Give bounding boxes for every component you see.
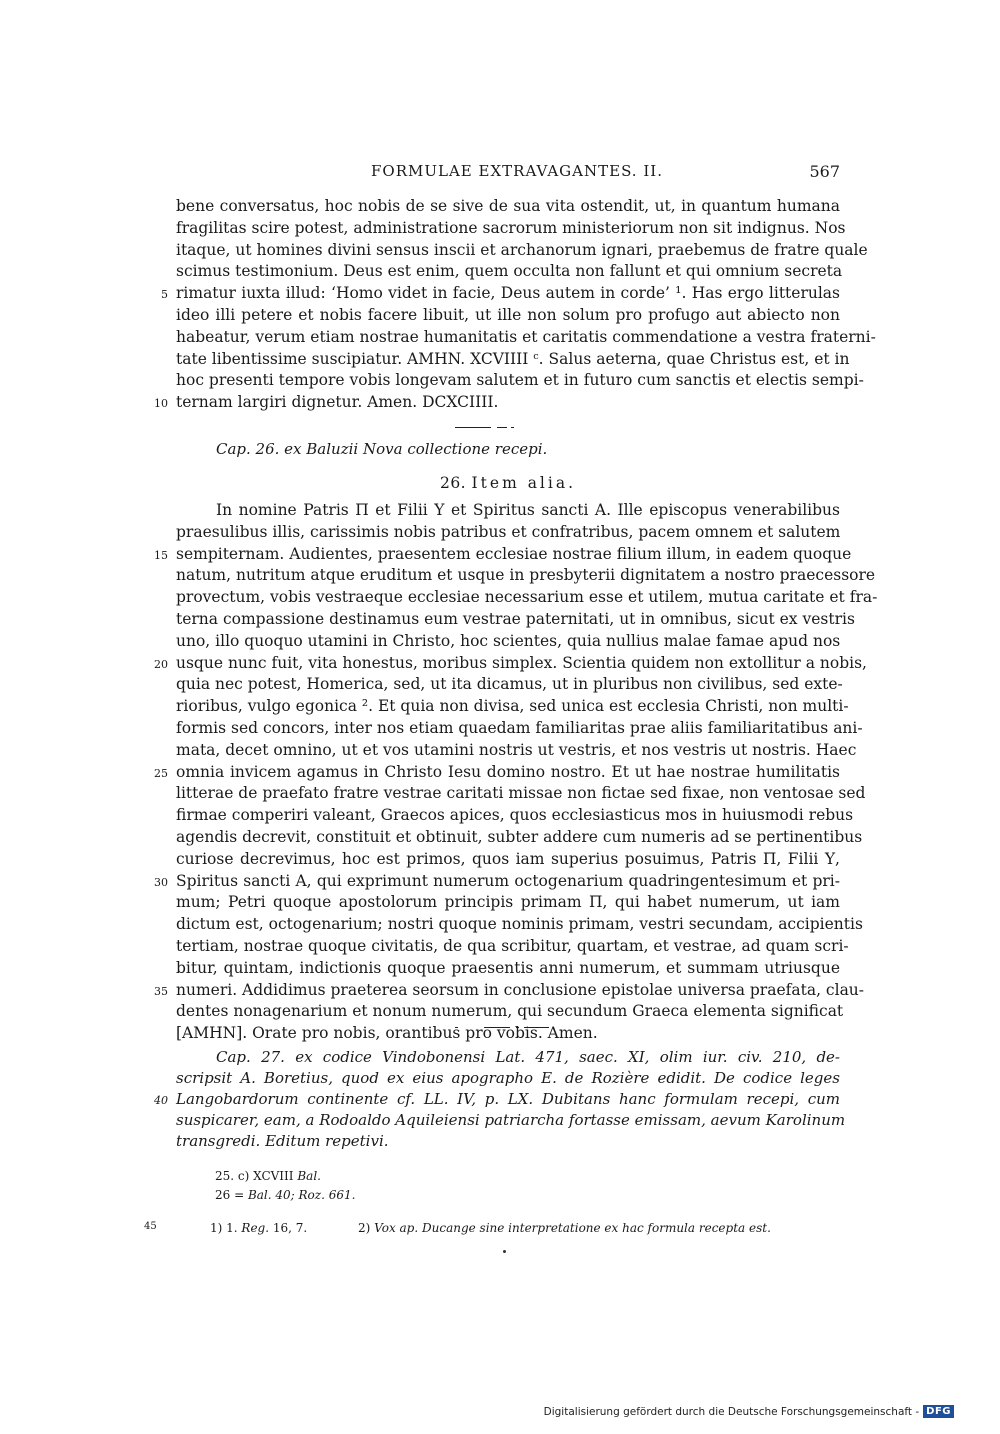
text-line: [154, 1089, 840, 1110]
line-number: 45: [144, 1221, 157, 1232]
text-line-content: ideo illi petere et nobis facere libuit, ut ille non solum pro profugo aut abiecto non: [176, 305, 840, 324]
text-line-content: hoc presenti tempore vobis longevam salutem et in futuro cum sanctis et electis sempi-: [176, 371, 864, 390]
text-line: [176, 805, 854, 827]
text-line-content: Cap. 27. ex codice Vindobonensi Lat. 471, saec. XI, olim iur. civ. 210, de-: [216, 1048, 840, 1066]
section-divider: [524, 1027, 549, 1028]
text-line-content: fragilitas scire potest, administratione sacrorum ministeriorum non sit indignus. Nos: [176, 218, 846, 237]
text-line-content: uno, illo quoquo utamini in Christo, hoc scientes, quia nullius malae famae apud nos: [176, 631, 841, 650]
text-line: [176, 218, 846, 240]
text-line: [154, 871, 840, 893]
text-line: [176, 609, 855, 631]
text-line: [176, 740, 857, 762]
section-divider: [516, 1027, 519, 1028]
text-line: [176, 240, 868, 262]
text-line: [154, 392, 840, 414]
text-line: [176, 849, 840, 871]
variant-note-26: 26 = Bal. 40; Roz. 661.: [215, 1188, 356, 1202]
text-line-content: natum, nutritum atque eruditum et usque in presbyterii dignitatem a nostro praecessore: [176, 566, 876, 585]
text-line: [176, 958, 840, 980]
line-number: 30: [154, 875, 168, 889]
text-line-content: bene conversatus, hoc nobis de se sive de sua vita ostendit, ut, in quantum humana: [176, 197, 840, 215]
section-divider: [511, 427, 514, 428]
text-line: [176, 1068, 840, 1089]
formula-heading: [176, 474, 840, 492]
text-line-content: tate libentissime suscipiatur. AMHN. XCVIIII ᶜ. Salus aeterna, quae Christus est, et in: [176, 349, 850, 368]
text-line-content: curiose decrevimus, hoc est primos, quos iam superius posuimus, Patris Π, Filii Υ,: [176, 849, 840, 868]
text-line-content: usque nunc fuit, vita honestus, moribus simplex. Scientia quidem non extollitur a nobis,: [176, 653, 867, 672]
line-number: 15: [154, 548, 168, 562]
text-line-content: numeri. Addidimus praeterea seorsum in conclusione epistolae universa praefata, clau-: [176, 980, 865, 999]
text-line: [176, 565, 876, 587]
text-line-content: rimatur iuxta illud: ‘Homo videt in facie, Deus autem in corde’ ¹. Has ergo litterulas: [176, 284, 840, 303]
formula-number: 26.: [439, 474, 467, 492]
line-number: 35: [154, 984, 168, 998]
text-line-content: formis sed concors, inter nos etiam quaedam familiaritas prae aliis familiaritatibus ani-: [176, 718, 863, 737]
text-line: [154, 980, 865, 1002]
text-line: [176, 500, 840, 522]
text-line-content: terna compassione destinamus eum vestrae paternitati, ut in omnibus, sicut ex vestris: [176, 609, 855, 628]
text-line: [176, 674, 843, 696]
line-number: 10: [154, 397, 168, 411]
line-number: 20: [154, 657, 168, 671]
footnote-2: 2) Vox ap. Ducange sine interpretatione ex hac formula recepta est.: [358, 1221, 771, 1235]
page-number: 567: [809, 162, 840, 181]
footnotes: [144, 1221, 840, 1241]
text-line-content: suspicarer, eam, a Rodoaldo Aquileiensi patriarcha fortasse emissam, aevum Karolinum: [176, 1111, 846, 1129]
text-line: [176, 783, 866, 805]
footnote-1: 1) 1. Reg. 16, 7.: [210, 1221, 308, 1235]
digitization-credit: [544, 1405, 954, 1418]
text-line: [154, 762, 840, 784]
text-line: [176, 631, 840, 653]
formula-title: Item alia.: [471, 474, 577, 492]
text-line: [176, 327, 876, 349]
running-header: [176, 162, 840, 184]
section-divider: [497, 427, 507, 428]
text-line-content: scripsit A. Boretius, quod ex eius apographo E. de Rozière edidit. De codice leges: [176, 1069, 840, 1087]
variant-note-25: 25. c) XCVIII Bal.: [215, 1169, 321, 1183]
line-number: 40: [154, 1094, 168, 1107]
text-line-content: habeatur, verum etiam nostrae humanitatis et caritatis commendatione a vestra fraterni-: [176, 327, 876, 346]
text-line: [161, 283, 840, 305]
dfg-logo: DFG: [923, 1405, 954, 1418]
text-line-content: dentes nonagenarium et nonum numerum, qui secundum Graeca elementa significat: [176, 1002, 844, 1021]
text-line-content: firmae comperiri valeant, Graecos apices, quos ecclesiasticus mos in huiusmodi rebus: [176, 806, 854, 825]
text-line-content: transgredi. Editum repetivi.: [176, 1132, 389, 1150]
section-divider: [455, 1027, 458, 1028]
text-line-content: dictum est, octogenarium; nostri quoque nominis primam, vestri secundam, accipientis: [176, 915, 863, 934]
text-line: [176, 522, 840, 544]
text-line: [176, 587, 878, 609]
text-line-content: litterae de praefato fratre vestrae caritati missae non fictae sed fixae, non ventosae sed: [176, 784, 866, 803]
text-line-content: agendis decrevit, constituit et obtinuit, subter addere cum numeris ad se pertinentibus: [176, 827, 863, 846]
text-line-content: provectum, vobis vestraeque ecclesiae necessarium esse et utilem, mutua caritate et fra-: [176, 588, 878, 607]
text-line: [176, 718, 863, 740]
line-number: 5: [161, 288, 168, 302]
text-line-content: scimus testimonium. Deus est enim, quem occulta non fallunt et qui omnium secreta: [176, 262, 843, 281]
text-line-content: tertiam, nostrae quoque civitatis, de qua scribitur, quartam, et vestrae, ad quam scri-: [176, 936, 849, 955]
text-line-content: mata, decet omnino, ut et vos utamini nostris ut vestris, et nos vestris ut nostris. Haec: [176, 740, 857, 759]
text-line: [176, 261, 843, 283]
text-line-content: mum; Petri quoque apostolorum principis primam Π, qui habet numerum, ut iam: [176, 893, 840, 912]
text-line: [176, 370, 864, 392]
text-line-content: omnia invicem agamus in Christo Iesu domino nostro. Et ut hae nostrae humilitatis: [176, 762, 840, 781]
text-line: [176, 892, 840, 914]
text-block-formula-26: [154, 500, 878, 1045]
text-line-content: [AMHN]. Orate pro nobis, orantibus pro vobis. Amen.: [176, 1024, 598, 1043]
line-number: 25: [154, 766, 168, 780]
text-line: [176, 305, 840, 327]
text-line-content: quia nec potest, Homerica, sed, ut ita dicamus, ut in pluribus non civilibus, sed exte-: [176, 675, 843, 694]
text-line-content: ternam largiri dignetur. Amen. DCXCIIII.: [176, 393, 499, 412]
text-block-formula-25-end: [154, 196, 876, 414]
print-speck: [503, 1250, 506, 1253]
text-line: [176, 1110, 846, 1131]
text-line-content: bitur, quintam, indictionis quoque praesentis anni numerum, et summam utriusque: [176, 958, 840, 977]
editorial-note-cap-26: Cap. 26. ex Baluzii Nova collectione recepi.: [216, 440, 548, 458]
text-line: [176, 827, 863, 849]
text-line: [176, 349, 850, 371]
section-divider: [455, 427, 491, 428]
credit-text: Digitalisierung gefördert durch die Deutsche Forschungsgemeinschaft -: [543, 1405, 920, 1418]
text-line: [176, 1047, 840, 1068]
text-line: [176, 696, 849, 718]
text-line: [176, 1131, 840, 1152]
text-line-content: rioribus, vulgo egonica ². Et quia non divisa, sed unica est ecclesia Christi, non multi-: [176, 697, 849, 716]
section-divider: [484, 1027, 510, 1028]
running-title: FORMULAE EXTRAVAGANTES. II.: [371, 162, 663, 180]
text-line: [154, 544, 852, 566]
editorial-note-cap-27: [154, 1047, 846, 1152]
text-line: [154, 653, 867, 675]
text-line: [176, 1001, 844, 1023]
text-line-content: sempiternam. Audientes, praesentem ecclesiae nostrae filium illum, in eadem quoque: [176, 544, 852, 563]
text-line-content: Spiritus sancti Α, qui exprimunt numerum octogenarium quadringentesimum et pri-: [176, 871, 840, 890]
text-line-content: Langobardorum continente cf. LL. IV, p. LX. Dubitans hanc formulam recepi, cum: [176, 1090, 840, 1108]
text-line-content: praesulibus illis, carissimis nobis patribus et confratribus, pacem omnem et salutem: [176, 522, 841, 541]
text-line: [176, 936, 849, 958]
text-line-content: itaque, ut homines divini sensus inscii et archanorum ignari, praebemus de fratre quale: [176, 240, 868, 259]
text-line: [176, 196, 840, 218]
text-line-content: In nomine Patris Π et Filii Υ et Spiritus sancti Α. Ille episcopus venerabilibus: [216, 501, 840, 519]
text-line: [176, 914, 863, 936]
